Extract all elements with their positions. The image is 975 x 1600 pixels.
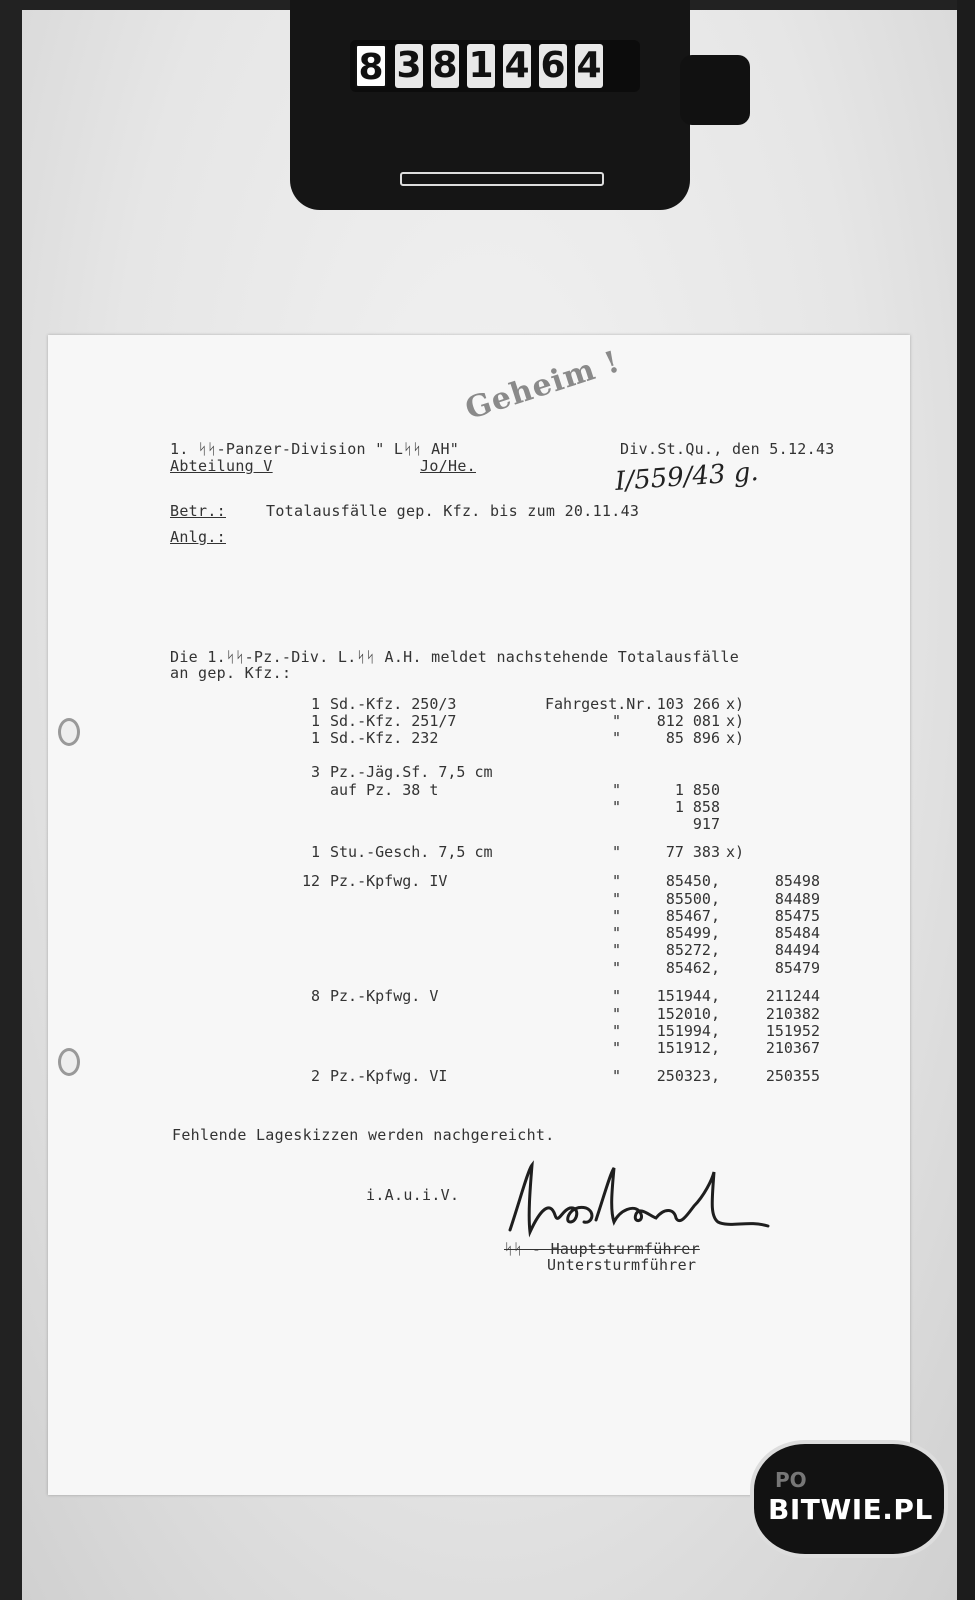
counter-digit: 3 bbox=[396, 45, 422, 86]
reference-code: Jo/He. bbox=[420, 457, 476, 475]
subject-text: Totalausfälle gep. Kfz. bis zum 20.11.43 bbox=[266, 502, 640, 520]
frame-counter-knob bbox=[680, 55, 750, 125]
loss-quantity: 3 bbox=[310, 763, 320, 781]
chassis-number: 1 850 bbox=[674, 781, 720, 799]
ditto-mark: " bbox=[612, 1039, 622, 1057]
loss-row bbox=[290, 1039, 890, 1057]
chassis-number: 85450, bbox=[665, 872, 720, 890]
ditto-mark: " bbox=[612, 1022, 622, 1040]
chassis-number-second: 84489 bbox=[774, 890, 820, 908]
counter-digit: 4 bbox=[504, 45, 530, 86]
vehicle-type: Stu.-Gesch. 7,5 cm bbox=[330, 843, 493, 861]
ditto-mark: " bbox=[612, 729, 622, 747]
ditto-mark: " bbox=[612, 959, 622, 977]
signoff-prefix: i.A.u.i.V. bbox=[366, 1186, 460, 1204]
loss-row bbox=[290, 1067, 890, 1085]
chassis-number-second: 211244 bbox=[765, 987, 820, 1005]
loss-row bbox=[290, 1022, 890, 1040]
ditto-mark: " bbox=[612, 872, 622, 890]
loss-row bbox=[290, 959, 890, 977]
loss-row bbox=[290, 872, 890, 890]
chassis-number: 103 266 bbox=[656, 695, 720, 713]
loss-row bbox=[290, 712, 890, 730]
counter-digit: 8 bbox=[355, 44, 387, 88]
chassis-number: 250323, bbox=[656, 1067, 720, 1085]
loss-row bbox=[290, 907, 890, 925]
chassis-number: 85499, bbox=[665, 924, 720, 942]
loss-row bbox=[290, 798, 890, 816]
ditto-mark: " bbox=[612, 781, 622, 799]
chassis-number: 917 bbox=[692, 815, 720, 833]
vehicle-type: auf Pz. 38 t bbox=[330, 781, 439, 799]
watermark-top-text: PO bbox=[775, 1468, 807, 1492]
vehicle-type: Pz.-Jäg.Sf. 7,5 cm bbox=[330, 763, 493, 781]
loss-row bbox=[290, 815, 890, 833]
ditto-mark: " bbox=[612, 941, 622, 959]
chassis-number-second: 210382 bbox=[765, 1005, 820, 1023]
chassis-number: 151912, bbox=[656, 1039, 720, 1057]
intro-line-2: an gep. Kfz.: bbox=[170, 664, 292, 682]
department-line: Abteilung V bbox=[170, 457, 273, 475]
loss-row bbox=[290, 695, 890, 713]
ditto-mark: " bbox=[612, 987, 622, 1005]
ditto-mark: " bbox=[612, 1067, 622, 1085]
closing-line: Fehlende Lageskizzen werden nachgereicht. bbox=[172, 1126, 555, 1144]
footnote-mark: x) bbox=[726, 712, 745, 730]
vehicle-type: Pz.-Kpfwg. V bbox=[330, 987, 439, 1005]
loss-quantity: 1 bbox=[310, 695, 320, 713]
loss-quantity: 2 bbox=[310, 1067, 320, 1085]
punch-hole bbox=[58, 1048, 80, 1076]
chassis-number: 152010, bbox=[656, 1005, 720, 1023]
counter-digit: 8 bbox=[432, 45, 458, 86]
ditto-mark: " bbox=[612, 1005, 622, 1023]
loss-quantity: 1 bbox=[310, 843, 320, 861]
loss-quantity: 8 bbox=[310, 987, 320, 1005]
secret-stamp: Geheim ! bbox=[461, 344, 625, 427]
rank: Untersturmführer bbox=[547, 1256, 697, 1274]
chassis-number-second: 85498 bbox=[774, 872, 820, 890]
footnote-mark: x) bbox=[726, 695, 745, 713]
chassis-number-second: 85475 bbox=[774, 907, 820, 925]
loss-row bbox=[290, 781, 890, 799]
loss-row bbox=[290, 987, 890, 1005]
vehicle-type: Pz.-Kpfwg. VI bbox=[330, 1067, 448, 1085]
chassis-number-second: 151952 bbox=[765, 1022, 820, 1040]
vehicle-type: Sd.-Kfz. 232 bbox=[330, 729, 439, 747]
film-edge-left bbox=[0, 0, 22, 1600]
frame-counter-digits bbox=[355, 44, 603, 88]
chassis-number: 151944, bbox=[656, 987, 720, 1005]
chassis-number: 85500, bbox=[665, 890, 720, 908]
ditto-mark: " bbox=[612, 712, 622, 730]
loss-quantity: 1 bbox=[310, 729, 320, 747]
loss-row bbox=[290, 941, 890, 959]
chassis-label: Fahrgest.Nr. bbox=[545, 695, 654, 713]
loss-row bbox=[290, 843, 890, 861]
chassis-number: 85272, bbox=[665, 941, 720, 959]
rank-crossed-out: ᛋᛋ - Hauptsturmführer bbox=[504, 1240, 700, 1258]
ditto-mark: " bbox=[612, 890, 622, 908]
chassis-number-second: 210367 bbox=[765, 1039, 820, 1057]
loss-row bbox=[290, 729, 890, 747]
vehicle-type: Pz.-Kpfwg. IV bbox=[330, 872, 448, 890]
chassis-number: 85462, bbox=[665, 959, 720, 977]
counter-digit: 6 bbox=[540, 45, 566, 86]
loss-quantity: 1 bbox=[310, 712, 320, 730]
chassis-number-second: 85479 bbox=[774, 959, 820, 977]
chassis-number: 812 081 bbox=[656, 712, 720, 730]
division-line: 1. ᛋᛋ-Panzer-Division " Lᛋᛋ AH" bbox=[170, 440, 460, 458]
subject-label: Betr.: bbox=[170, 502, 226, 520]
chassis-number: 85 896 bbox=[665, 729, 720, 747]
chassis-number: 151994, bbox=[656, 1022, 720, 1040]
chassis-number-second: 85484 bbox=[774, 924, 820, 942]
footnote-mark: x) bbox=[726, 843, 745, 861]
loss-row bbox=[290, 1005, 890, 1023]
loss-row bbox=[290, 890, 890, 908]
punch-hole bbox=[58, 718, 80, 746]
counter-digit: 1 bbox=[468, 45, 494, 86]
chassis-number: 77 383 bbox=[665, 843, 720, 861]
intro-line-1: Die 1.ᛋᛋ-Pz.-Div. L.ᛋᛋ A.H. meldet nachstehende Totalausfälle bbox=[170, 648, 740, 666]
vehicle-type: Sd.-Kfz. 250/3 bbox=[330, 695, 457, 713]
handwritten-signature bbox=[500, 1160, 780, 1250]
handwritten-reference-number: I/559/43 g. bbox=[614, 457, 760, 497]
ditto-mark: " bbox=[612, 843, 622, 861]
film-edge-right bbox=[957, 0, 975, 1600]
ditto-mark: " bbox=[612, 907, 622, 925]
ditto-mark: " bbox=[612, 798, 622, 816]
loss-quantity: 12 bbox=[301, 872, 320, 890]
chassis-number: 85467, bbox=[665, 907, 720, 925]
attachments-label: Anlg.: bbox=[170, 528, 226, 546]
counter-digit: 4 bbox=[576, 45, 602, 86]
chassis-number-second: 250355 bbox=[765, 1067, 820, 1085]
watermark-main-text: BITWIE.PL bbox=[768, 1493, 933, 1526]
footnote-mark: x) bbox=[726, 729, 745, 747]
ditto-mark: " bbox=[612, 924, 622, 942]
chassis-number-second: 84494 bbox=[774, 941, 820, 959]
loss-row bbox=[290, 924, 890, 942]
vehicle-type: Sd.-Kfz. 251/7 bbox=[330, 712, 457, 730]
chassis-number: 1 858 bbox=[674, 798, 720, 816]
place-date: Div.St.Qu., den 5.12.43 bbox=[620, 440, 835, 458]
loss-row bbox=[290, 763, 890, 781]
frame-counter-slot bbox=[400, 172, 604, 186]
